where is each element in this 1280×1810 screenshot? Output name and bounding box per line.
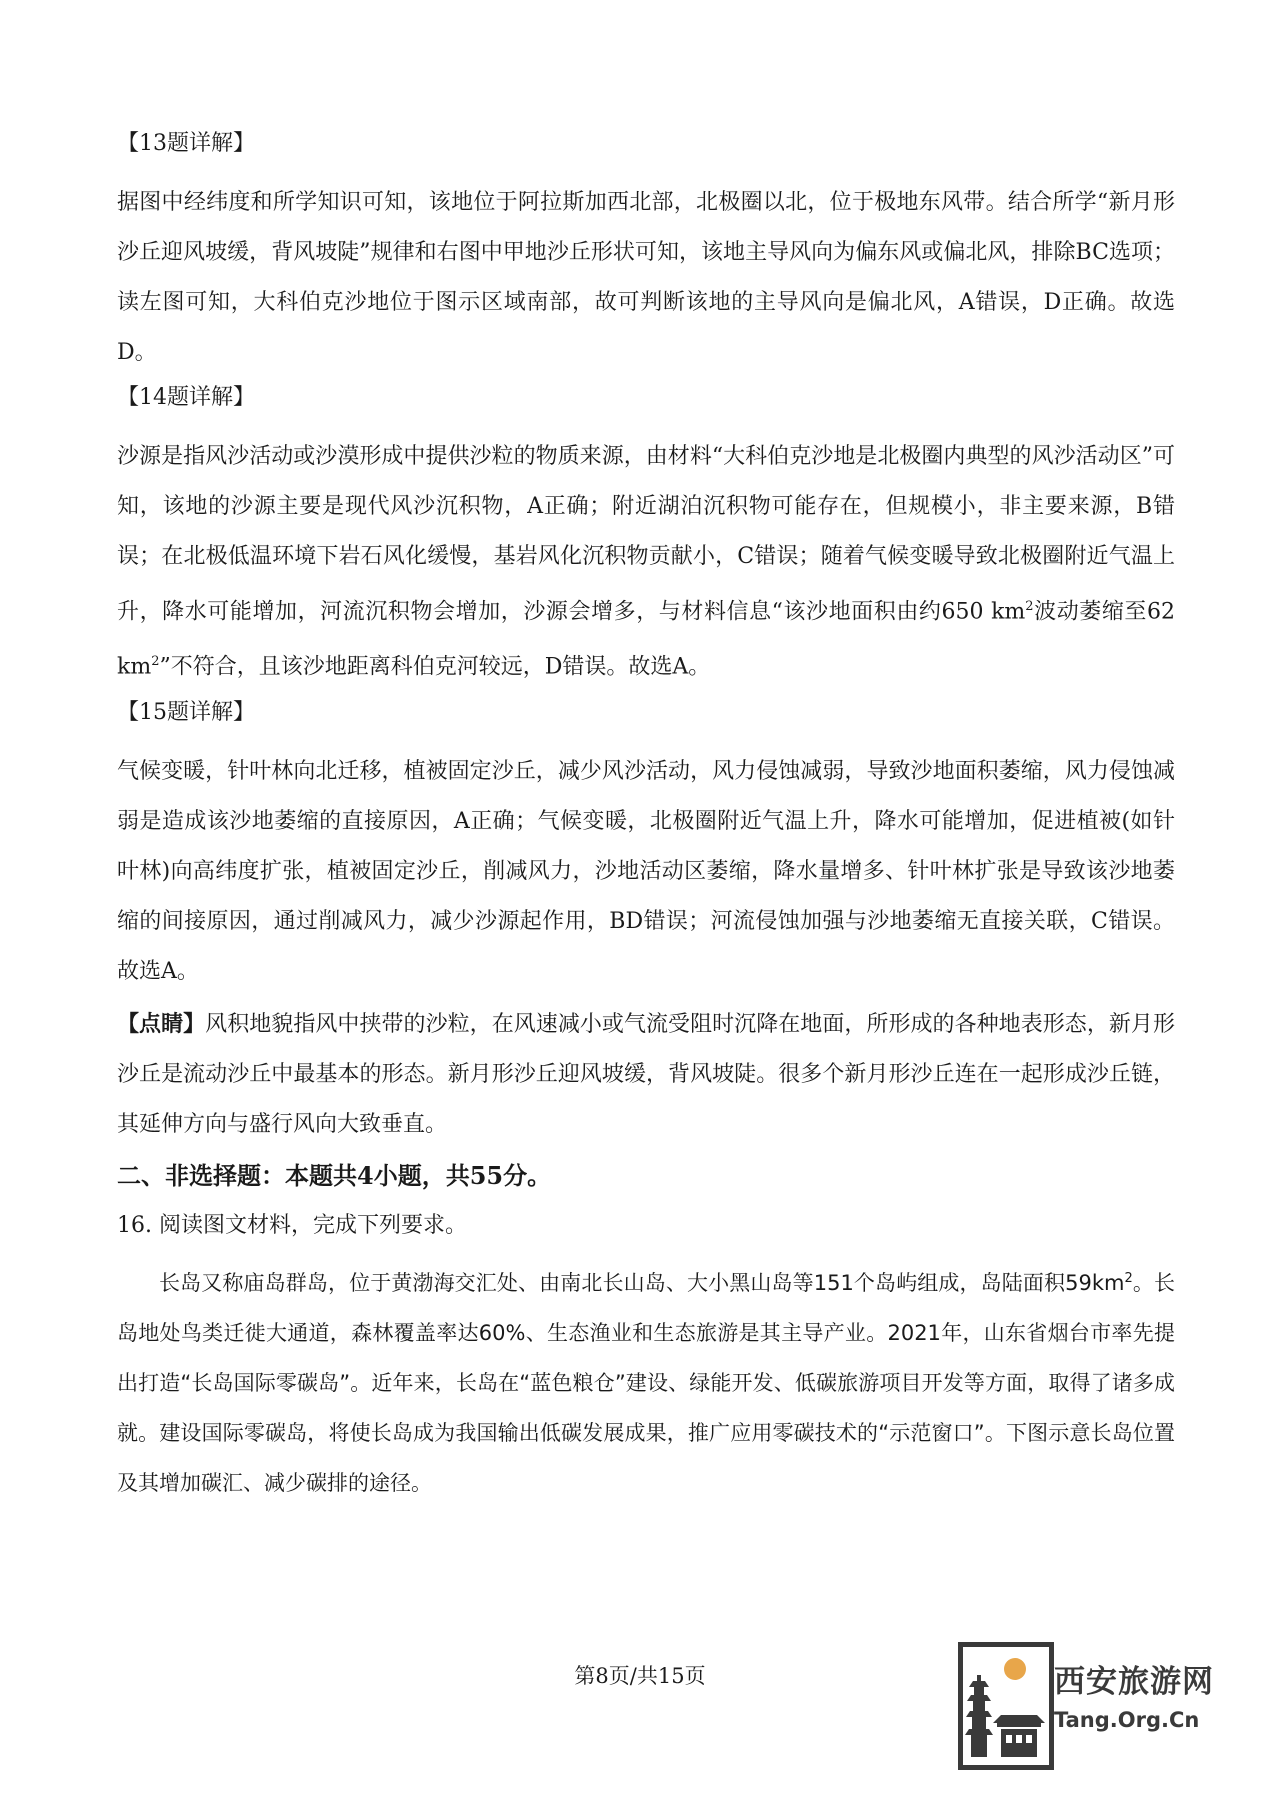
q15-heading: 【15题详解】 [117,699,255,725]
sun-icon [1004,1658,1026,1680]
page-number: 第8页/共15页 [574,1664,706,1688]
q16-material-sup: 2 [1124,1270,1133,1286]
q14-body-part2: 波动萎缩至62 km [117,599,1175,680]
section-2-title: 二、非选择题：本题共4小题，共55分。 [117,1160,552,1190]
q14-body [117,432,1175,693]
pagoda-icon [958,1642,1054,1770]
dianjing-label: 【点睛】 [117,1010,206,1037]
q15-body: 气候变暖，针叶林向北迁移，植被固定沙丘，减少风沙活动，风力侵蚀减弱，导致沙地面积萎缩，风力侵蚀减弱是造成该沙地萎缩的直接原因，A正确；气候变暖，北极圈附近气温上升，降水可能增加，促进植被(如针叶林)向高纬度扩张，植被固定沙丘，削减风力，沙地活动区萎缩，降水量增多、针叶林扩张是导致该沙地萎缩的间接原因，通过削减风力，减少沙源起作用，BD错误；河流侵蚀加强与沙地萎缩无直接关联，C错误。故选A。 [117,758,1175,984]
dianjing-paragraph [117,999,1175,1150]
q13-section [117,128,1175,378]
q16-material-part1: 长岛又称庙岛群岛，位于黄渤海交汇处、由南北长山岛、大小黑山岛等151个岛屿组成，岛陆面积59km [159,1270,1125,1295]
q14-body-part1: 沙源是指风沙活动或沙漠形成中提供沙粒的物质来源，由材料“大科伯克沙地是北极圈内典型的风沙活动区”可知，该地的沙源主要是现代风沙沉积物，A正确；附近湖泊沉积物可能存在，但规模小，非主要来源，B错误；在北极低温环境下岩石风化缓慢，基岩风化沉积物贡献小，C错误；随着气候变暖导致北极圈附近气温上升，降水可能增加，河流沉积物会增加，沙源会增多，与材料信息“该沙地面积由约650 km [117,444,1175,625]
q14-sup2: 2 [151,654,160,670]
q16-material-part2: 。长岛地处鸟类迁徙大通道，森林覆盖率达60%、生态渔业和生态旅游是其主导产业。2021年，山东省烟台市率先提出打造“长岛国际零碳岛”。近年来，长岛在“蓝色粮仓”建设、绿能开发、低碳旅游项目开发等方面，取得了诸多成就。建设国际零碳岛，将使长岛成为我国输出低碳发展成果，推广应用零碳技术的“示范窗口”。下图示意长岛位置及其增加碳汇、减少碳排的途径。 [117,1270,1176,1495]
q14-heading: 【14题详解】 [117,385,255,410]
q13-heading: 【13题详解】 [117,131,255,156]
q14-section [117,382,1175,693]
page-content [117,128,1175,1508]
q14-body-part3: ”不符合，且该沙地距离科伯克河较远，D错误。故选A。 [159,654,711,680]
watermark-site-name: 西安旅游网 [1054,1664,1214,1700]
q15-section [117,697,1175,997]
q14-sup1: 2 [1025,599,1034,614]
q16-prompt: 16. 阅读图文材料，完成下列要求。 [117,1212,467,1238]
watermark-site-url: Tang.Org.Cn [1054,1708,1200,1732]
dianjing-body: 风积地貌指风中挟带的沙粒，在风速减小或气流受阻时沉降在地面，所形成的各种地表形态，新月形沙丘是流动沙丘中最基本的形态。新月形沙丘迎风坡缓，背风坡陡。很多个新月形沙丘连在一起形成沙丘链，其延伸方向与盛行风向大致垂直。 [117,1011,1175,1137]
watermark-logo [958,1642,1214,1762]
q16-material [117,1254,1175,1508]
q13-body: 据图中经纬度和所学知识可知，该地位于阿拉斯加西北部，北极圈以北，位于极地东风带。结合所学“新月形沙丘迎风坡缓，背风坡陡”规律和右图中甲地沙丘形状可知，该地主导风向为偏东风或偏北风，排除BC选项；读左图可知，大科伯克沙地位于图示区域南部，故可判断该地的主导风向是偏北风，A错误，D正确。故选D。 [117,190,1175,365]
